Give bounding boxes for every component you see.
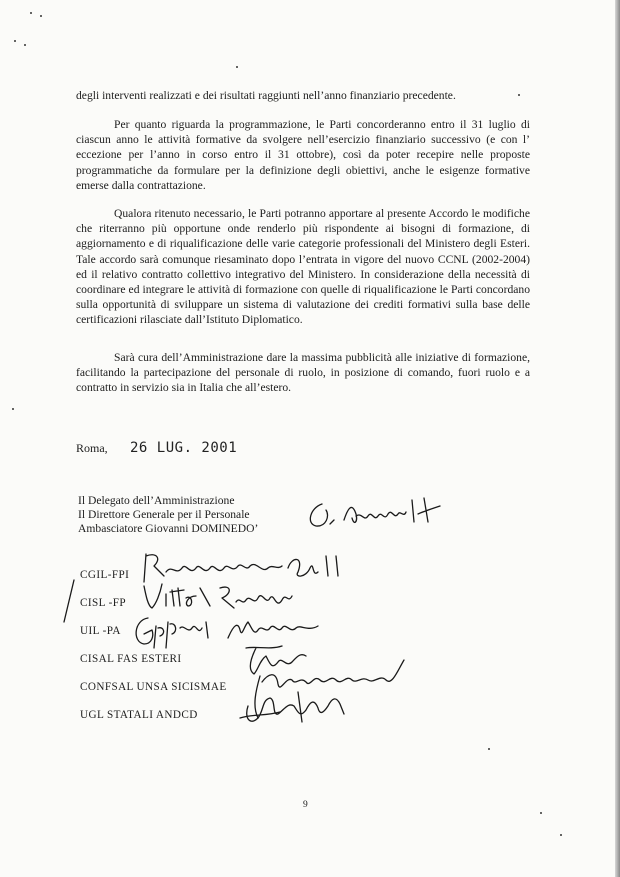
scan-speck (236, 66, 238, 68)
scan-speck (540, 812, 542, 814)
scan-speck (12, 408, 14, 410)
signatory-label: CISAL FAS ESTERI (80, 653, 182, 665)
signatory-label: CONFSAL UNSA SICISMAE (80, 681, 227, 693)
delegate-block (78, 494, 258, 536)
signatory-label: UIL -PA (80, 625, 121, 637)
scan-speck (488, 748, 490, 750)
date-stamp: 26 LUG. 2001 (130, 440, 238, 456)
scan-speck (24, 44, 26, 46)
signatory-label: UGL STATALI ANDCD (80, 709, 198, 721)
signatory-label: CGIL-FPI (80, 569, 130, 581)
signatory-label: CISL -FP (80, 597, 126, 609)
body-paragraph: Per quanto riguarda la programmazione, le Parti concorderanno entro il 31 luglio di ciascun anno le attività formative da svolgere nell’esercizio finanziario successivo (e con l’ eccezione per l’anno in corso entro il 31 ottobre), così da poter recepire nelle proposte programmatiche da formulare per la definizione degli obiettivi, anche le esigenze formative emerse dalla contrattazione. (76, 118, 530, 192)
delegate-signature (300, 494, 460, 534)
ugl-signature (236, 688, 366, 728)
scan-speck (40, 15, 42, 17)
scan-speck (560, 834, 562, 836)
delegate-line: Il Delegato dell’Amministrazione (78, 494, 235, 507)
delegate-line: Il Direttore Generale per il Personale (78, 508, 250, 521)
scan-speck (14, 40, 16, 42)
body-paragraph: Sarà cura dell’Amministrazione dare la massima pubblicità alle iniziative di formazione, facilitando la partecipazione del personale di ruolo, in posizione di comando, fuori ruolo e a contratto in servizio sia in Italia che all’estero. (76, 351, 530, 395)
scan-edge (615, 0, 620, 877)
body-paragraph: Qualora ritenuto necessario, le Parti potranno apportare al presente Accordo le modifiche che riterranno più opportune onde renderlo più rispondente ai bisogni di formazione, di aggiornamento e di riqualificazione delle varie categorie professionali del Ministero degli Esteri. Tale accordo sarà comunque riesaminato dopo l’entrata in vigore del nuovo CCNL (2002-2004) ed il relativo contratto collettivo integrativo del Ministero. In considerazione della necessità di coordinare ed integrare le attività di formazione con quelle di riqualificazione le Parti concordano sulla opportunità di sviluppare un sistema di valutazione dei crediti formativi sulla base delle certificazioni rilasciate dall’Istituto Diplomatico. (76, 207, 530, 327)
place-date-line (76, 440, 237, 456)
scan-speck (30, 12, 32, 14)
body-paragraph: degli interventi realizzati e dei risultati raggiunti nell’anno finanziario precedente. (76, 89, 456, 102)
page-number: 9 (303, 800, 308, 810)
place-label: Roma, (76, 441, 108, 455)
delegate-line: Ambasciatore Giovanni DOMINEDO’ (78, 522, 259, 535)
